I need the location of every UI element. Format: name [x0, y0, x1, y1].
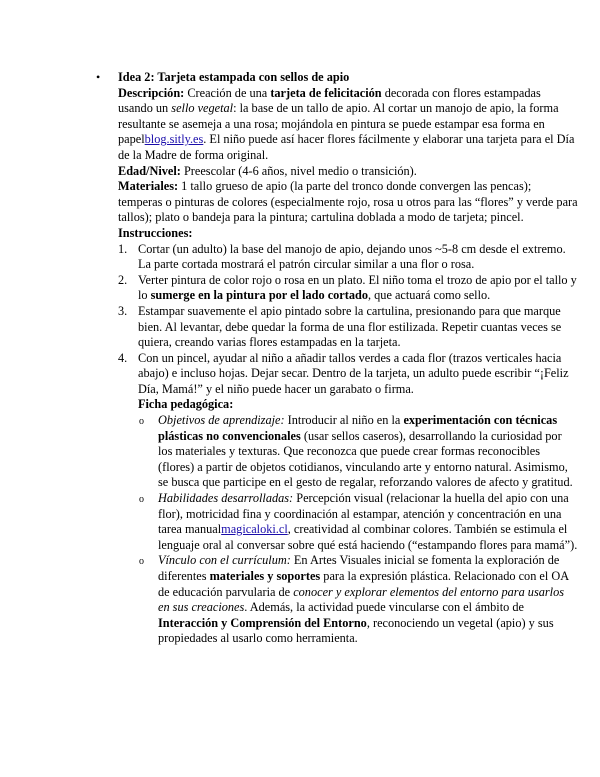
instruction-step: 3. Estampar suavemente el apio pintado sobre la cartulina, presionando para que marque bien. Al levantar, debe quedar la forma de una flor estilizada. Repetir cuantas veces se quiera, creando varias flores estampadas en la tarjeta. — [118, 303, 562, 350]
instructions-list — [118, 242, 578, 398]
edad-paragraph: Edad/Nivel: Preescolar (4-6 años, nivel medio o transición). — [118, 163, 417, 178]
ficha-item-habilidades: o Habilidades desarrolladas: Percepción visual (relacionar la huella del apio con una flor), motricidad fina y coordinación al estampar, atención y concentración en una tarea manualmagicaloki.cl, creatividad al combinar colores. También se estimula el lenguaje oral al conversar sobre qué está haciendo (“estampando flores para mamá”). — [139, 491, 578, 552]
ficha-section — [118, 397, 578, 647]
ficha-item-objetivos: o Objetivos de aprendizaje: Introducir al niño en la experimentación con técnicas plásticas no convencionales (usar sellos caseros), desarrollando la curiosidad por los materiales y texturas. Que reconozca que puede crear formas reconocibles (flores) a partir de objetos cotidianos, vinculando arte y entorno natural. Asimismo, se busca que participe en el gesto de regalar, reforzando valores de afecto y gratitud. — [139, 413, 573, 490]
idea-block — [96, 70, 578, 647]
materiales-paragraph: Materiales: 1 tallo grueso de apio (la parte del tronco donde convergen las pencas); temperas o pinturas de colores (especialmente rojo, rosa u otros para las “flores” y verde para tallos); plato o bandeja para la pintura; cartulina doblada a modo de tarjeta; pincel. — [118, 179, 578, 225]
ficha-heading: Ficha pedagógica: — [138, 397, 234, 412]
blog-sitly-link[interactable]: blog.sitly.es — [144, 132, 204, 147]
descripcion-paragraph: Descripción: Creación de una tarjeta de felicitación decorada con flores estampadas usando un sello vegetal: la base de un tallo de apio. Al cortar un manojo de apio, la forma resultante se asemeja a una rosa; mojándola en pintura se puede estampar esa forma en papelblog.sitly.es. El niño puede así hacer flores fácilmente y elaborar una tarjeta para el Día de la Madre de forma original. — [118, 85, 575, 162]
instruction-step: 1. Cortar (un adulto) la base del manojo de apio, dejando unos ~5-8 cm desde el extremo. La parte cortada mostrará el patrón circular similar a una flor o rosa. — [118, 241, 566, 272]
idea-title: Idea 2: Tarjeta estampada con sellos de apio — [118, 70, 350, 84]
instrucciones-heading: Instrucciones: — [118, 225, 193, 240]
ficha-list — [138, 413, 578, 647]
bullet-glyph: • — [96, 70, 101, 84]
magicaloki-link[interactable]: magicaloki.cl — [221, 522, 288, 537]
instruction-step: 2. Verter pintura de color rojo o rosa en un plato. El niño toma el trozo de apio por el tallo y lo sumerge en la pintura por el lado cortado, que actuará como sello. — [118, 272, 577, 303]
ficha-item-vinculo: o Vínculo con el currículum: En Artes Visuales inicial se fomenta la exploración de diferentes materiales y soportes para la expresión plástica. Relacionado con el OA de educación parvularia de conocer y explorar elementos del entorno para usarlos en sus creaciones. Además, la actividad puede vincularse con el ámbito de Interacción y Comprensión del Entorno, reconociendo un vegetal (apio) y sus propiedades al usarlo como herramienta. — [139, 553, 569, 646]
instruction-step: 4. Con un pincel, ayudar al niño a añadir tallos verdes a cada flor (trazos verticales hacia abajo) e incluso hojas. Dejar secar. Dentro de la tarjeta, un adulto puede escribir “¡Feliz Día, Mamá!” y el niño puede hacer un garabato o firma. — [118, 350, 569, 396]
